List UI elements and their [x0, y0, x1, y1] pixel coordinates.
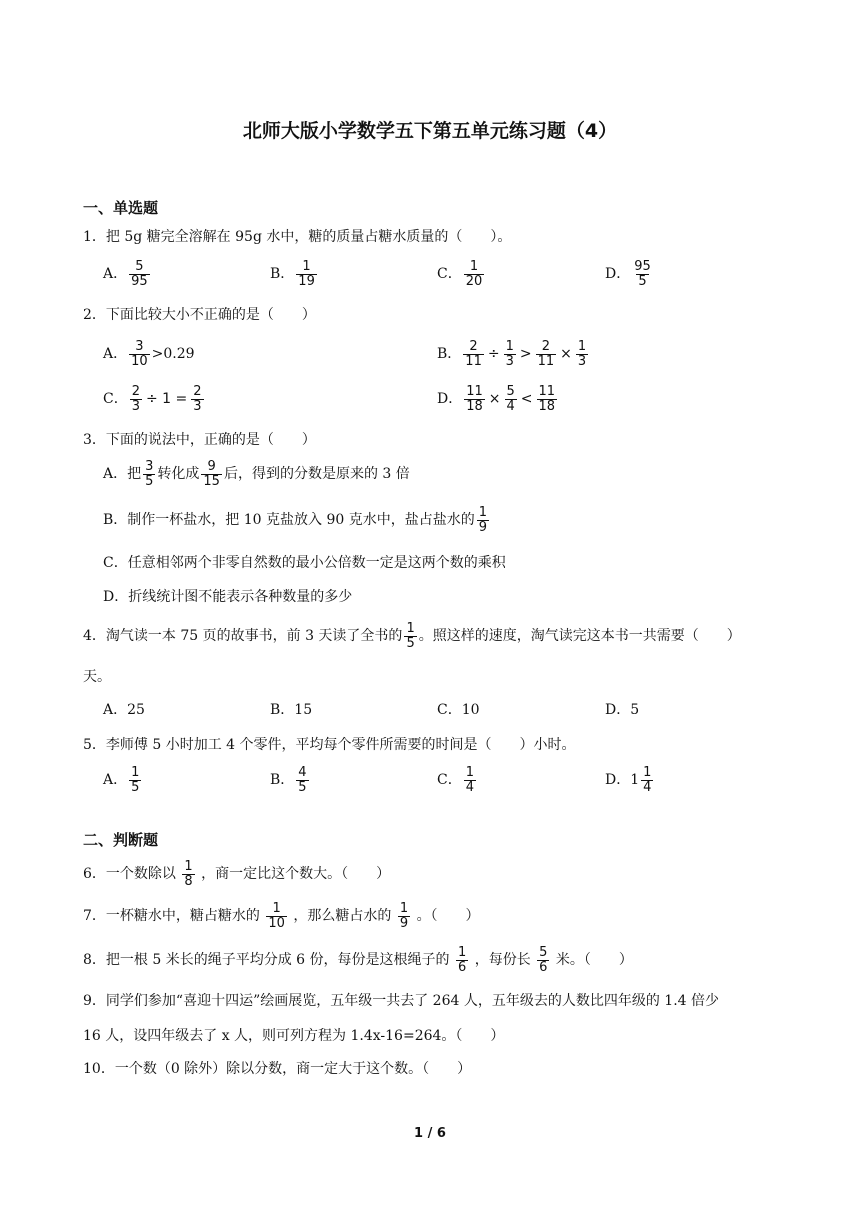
option-text: 后，得到的分数是原来的 3 倍 — [223, 466, 410, 483]
fraction — [537, 946, 549, 974]
option-label: C． — [103, 391, 128, 408]
fraction — [191, 385, 203, 413]
q4-option-d[interactable]: D．5 — [605, 702, 640, 718]
option-label: B． — [270, 266, 295, 283]
option-label: D． — [605, 266, 631, 283]
numerator: 4 — [298, 765, 307, 780]
denominator: 10 — [268, 915, 285, 931]
numerator: 1 — [465, 765, 474, 780]
comparison-sign: > — [519, 346, 532, 363]
operator: ÷ 1 = — [146, 391, 188, 408]
expression-rest: >0.29 — [151, 346, 195, 363]
numerator: 1 — [643, 765, 652, 780]
denominator: 5 — [298, 779, 307, 795]
question-4-line-2: 天。 — [83, 669, 111, 685]
numerator: 1 — [505, 339, 514, 354]
option-label: C． — [437, 266, 462, 283]
fraction — [296, 260, 317, 288]
denominator: 5 — [638, 273, 647, 289]
fraction — [464, 260, 485, 288]
denominator: 10 — [131, 353, 148, 369]
question-9: 9．同学们参加“喜迎十四运”绘画展览，五年级一共去了 264 人，五年级去的人数比四年级的 1.4 倍少 — [83, 993, 720, 1009]
question-10: 10．一个数（0 除外）除以分数，商一定大于这个数。（ ） — [83, 1061, 472, 1077]
denominator: 95 — [131, 273, 148, 289]
numerator: 5 — [506, 384, 515, 399]
denominator: 19 — [298, 273, 315, 289]
numerator: 11 — [538, 384, 556, 399]
question-4 — [83, 622, 741, 650]
fraction — [536, 340, 557, 368]
operator: × — [560, 346, 572, 363]
question-text: ，那么糖占水的 — [293, 908, 392, 925]
fraction — [641, 766, 653, 794]
comparison-sign: < — [520, 391, 533, 408]
numerator: 9 — [207, 459, 216, 474]
denominator: 20 — [465, 273, 483, 289]
q1-option-b[interactable] — [270, 260, 319, 288]
question-text: 4．淘气读一本 75 页的故事书，前 3 天读了全书的 — [83, 628, 403, 645]
question-text: 7．一杯糖水中，糖占糖水的 — [83, 908, 260, 925]
question-2: 2．下面比较大小不正确的是（ ） — [83, 307, 316, 323]
denominator: 3 — [131, 398, 140, 414]
denominator: 11 — [465, 353, 482, 369]
q5-option-b[interactable] — [270, 766, 311, 794]
question-5: 5．李师傅 5 小时加工 4 个零件，平均每个零件所需要的时间是（ ）小时。 — [83, 737, 576, 753]
question-text: 6．一个数除以 — [83, 866, 176, 883]
page-title: 北师大版小学数学五下第五单元练习题（4） — [242, 120, 618, 142]
denominator: 5 — [131, 779, 140, 795]
denominator: 11 — [537, 353, 555, 369]
fraction — [464, 385, 485, 413]
mixed-number — [630, 766, 655, 794]
denominator: 5 — [145, 473, 154, 489]
numerator: 5 — [539, 945, 548, 960]
numerator: 1 — [131, 765, 140, 780]
question-text: 。（ ） — [416, 908, 480, 925]
option-label: B． — [270, 772, 295, 789]
question-7 — [83, 902, 480, 930]
q5-option-a[interactable] — [103, 766, 143, 794]
q2-option-c[interactable] — [103, 385, 206, 413]
fraction — [404, 622, 416, 650]
denominator: 9 — [399, 915, 409, 931]
denominator: 18 — [538, 398, 556, 414]
question-6 — [83, 860, 390, 888]
fraction — [266, 902, 287, 930]
numerator: 1 — [184, 859, 193, 874]
fraction — [130, 385, 142, 413]
question-3: 3．下面的说法中，正确的是（ ） — [83, 432, 316, 448]
question-text: ，每份长 — [474, 952, 531, 969]
q3-option-a[interactable] — [103, 460, 410, 488]
fraction — [129, 260, 150, 288]
question-text: 。照这样的速度，淘气读完这本书一共需要（ ） — [418, 628, 741, 645]
denominator: 6 — [539, 959, 548, 975]
fraction — [477, 506, 489, 534]
fraction — [129, 766, 141, 794]
denominator: 6 — [457, 959, 467, 975]
fraction — [182, 860, 194, 888]
numerator: 11 — [466, 384, 483, 399]
numerator: 1 — [457, 945, 467, 960]
option-label: C． — [437, 772, 462, 789]
option-text: B．制作一杯盐水，把 10 克盐放入 90 克水中，盐占盐水的 — [103, 512, 475, 529]
numerator: 2 — [193, 384, 202, 399]
q5-option-d[interactable] — [605, 766, 655, 794]
denominator: 18 — [466, 398, 483, 414]
q2-option-b[interactable] — [437, 340, 590, 368]
numerator: 1 — [272, 901, 281, 916]
denominator: 3 — [577, 353, 587, 369]
numerator: 2 — [541, 339, 550, 354]
numerator: 1 — [577, 339, 587, 354]
fraction — [296, 766, 308, 794]
option-label: A． — [103, 346, 128, 363]
numerator: 95 — [634, 259, 651, 274]
q2-option-a[interactable] — [103, 340, 195, 368]
q5-option-c[interactable] — [437, 766, 478, 794]
numerator: 1 — [399, 901, 409, 916]
option-label: A． — [103, 266, 128, 283]
fraction — [464, 766, 476, 794]
question-text: 米。（ ） — [555, 952, 633, 969]
q1-option-a[interactable] — [103, 260, 152, 288]
fraction — [129, 340, 150, 368]
numerator: 3 — [145, 459, 154, 474]
operator: ÷ — [487, 346, 500, 363]
numerator: 1 — [478, 505, 487, 520]
option-label: A． — [103, 772, 128, 789]
denominator: 4 — [465, 779, 474, 795]
question-1: 1．把 5g 糖完全溶解在 95g 水中，糖的质量占糖水质量的（ ）。 — [83, 229, 512, 245]
numerator: 1 — [406, 621, 415, 636]
numerator: 1 — [302, 259, 311, 274]
denominator: 4 — [506, 398, 515, 414]
option-text: A．把 — [103, 466, 142, 483]
fraction — [504, 340, 516, 368]
section-heading-true-false: 二、判断题 — [83, 831, 159, 849]
fraction — [398, 902, 410, 930]
fraction — [537, 385, 558, 413]
fraction — [463, 340, 484, 368]
q3-option-d[interactable]: D．折线统计图不能表示各种数量的多少 — [103, 589, 353, 605]
denominator: 3 — [505, 353, 514, 369]
option-label: D． — [605, 772, 631, 789]
denominator: 5 — [406, 635, 415, 651]
option-text: 转化成 — [157, 466, 200, 483]
fraction — [576, 340, 588, 368]
q4-option-c[interactable]: C．10 — [437, 702, 480, 718]
fraction — [456, 946, 468, 974]
question-9-line-2: 16 人，设四年级去了 x 人，则可列方程为 1.4x-16=264。（ ） — [83, 1028, 505, 1044]
q3-option-c[interactable]: C．任意相邻两个非零自然数的最小公倍数一定是这两个数的乘积 — [103, 555, 506, 571]
q4-option-a[interactable]: A．25 — [103, 702, 145, 718]
whole-part: 1 — [630, 772, 640, 789]
page-number: 1 / 6 — [414, 1126, 446, 1141]
fraction — [505, 385, 517, 413]
q1-option-d[interactable] — [605, 260, 655, 288]
q4-option-b[interactable]: B．15 — [270, 702, 313, 718]
operator: × — [488, 391, 501, 408]
denominator: 4 — [643, 779, 652, 795]
denominator: 3 — [193, 398, 202, 414]
fraction — [632, 260, 653, 288]
fraction — [201, 460, 222, 488]
section-heading-single-choice: 一、单选题 — [83, 199, 159, 217]
q2-option-d[interactable] — [437, 385, 559, 413]
question-text: ，商一定比这个数大。（ ） — [201, 866, 391, 883]
numerator: 2 — [469, 339, 478, 354]
numerator: 1 — [469, 259, 479, 274]
denominator: 9 — [478, 519, 487, 535]
question-8 — [83, 946, 633, 974]
numerator: 5 — [135, 259, 144, 274]
option-label: B． — [437, 346, 462, 363]
q1-option-c[interactable] — [437, 260, 486, 288]
q3-option-b[interactable] — [103, 506, 491, 534]
question-text: 8．把一根 5 米长的绳子平均分成 6 份，每份是这根绳子的 — [83, 952, 450, 969]
option-label: D． — [437, 391, 463, 408]
denominator: 8 — [184, 873, 193, 889]
numerator: 3 — [135, 339, 144, 354]
fraction — [143, 460, 155, 488]
numerator: 2 — [131, 384, 140, 399]
denominator: 15 — [203, 473, 220, 489]
